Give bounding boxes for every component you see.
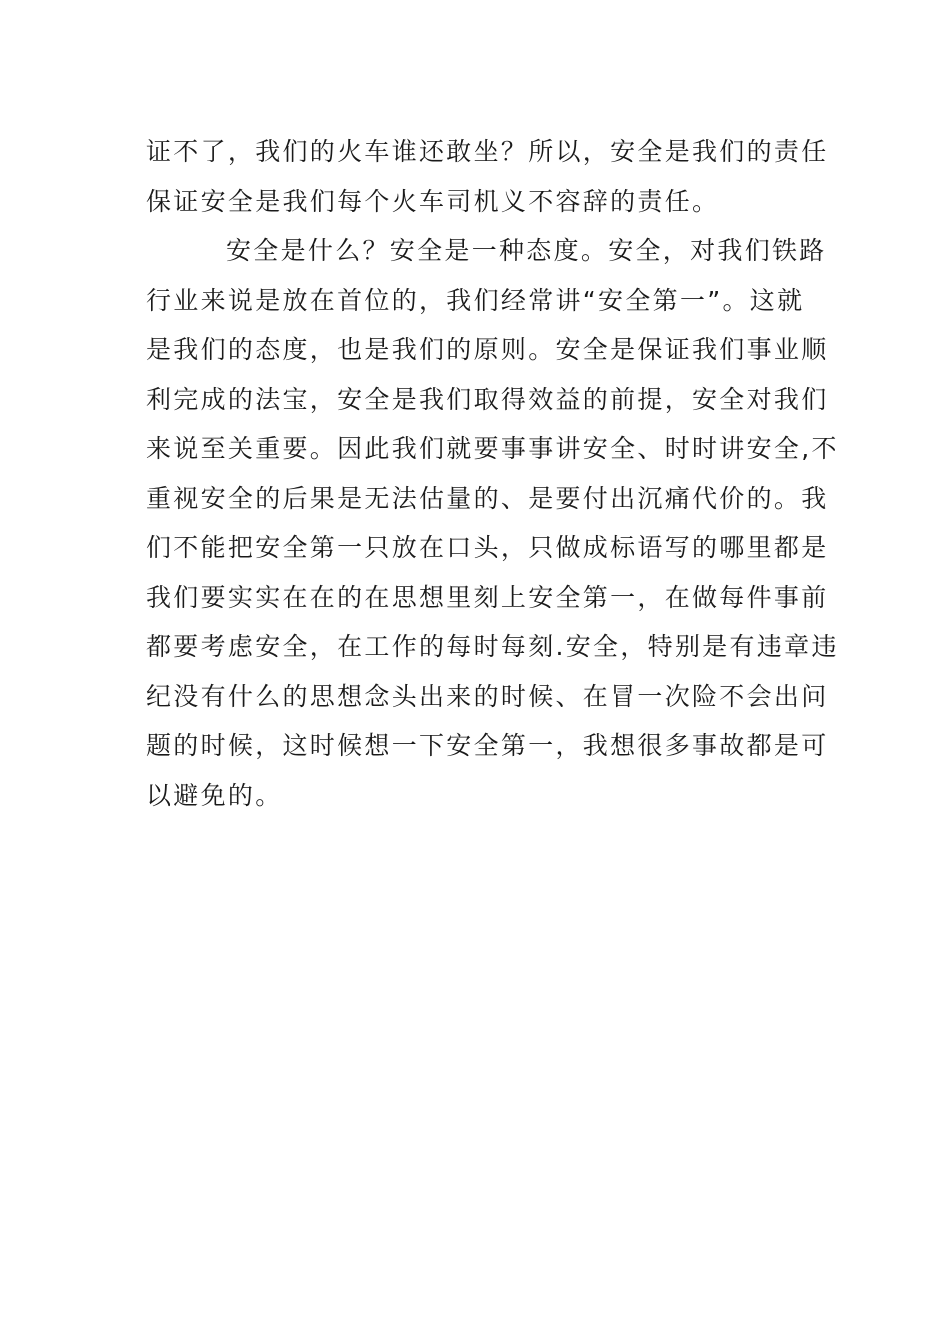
text-line: 们不能把安全第一只放在口头，只做成标语写的哪里都是 [146,533,829,562]
text-line: 纪没有什么的思想念头出来的时候、在冒一次险不会出问 [146,681,829,711]
text-line: 我们要实实在在的在思想里刻上安全第一，在做每件事前 [146,582,829,612]
text-line: 保证安全是我们每个火车司机义不容辞的责任。 [146,186,720,216]
text-line: 证不了，我们的火车谁还敢坐？所以，安全是我们的责任 [146,137,829,166]
text-line: 利完成的法宝，安全是我们取得效益的前提，安全对我们 [146,384,829,414]
text-line: 来说至关重要。因此我们就要事事讲安全、时时讲安全,不 [146,434,839,463]
text-line: 安全是什么？安全是一种态度。安全，对我们铁路 [226,236,827,265]
text-line: 题的时候，这时候想一下安全第一，我想很多事故都是可 [146,731,829,760]
text-line: 都要考虑安全，在工作的每时每刻.安全，特别是有违章违 [146,632,839,661]
text-line: 行业来说是放在首位的，我们经常讲“安全第一”。这就 [146,285,805,315]
text-line: 是我们的态度，也是我们的原则。安全是保证我们事业顺 [146,335,829,364]
document-body [146,127,839,820]
text-line: 以避免的。 [146,780,283,810]
text-line: 重视安全的后果是无法估量的、是要付出沉痛代价的。我 [146,483,829,513]
